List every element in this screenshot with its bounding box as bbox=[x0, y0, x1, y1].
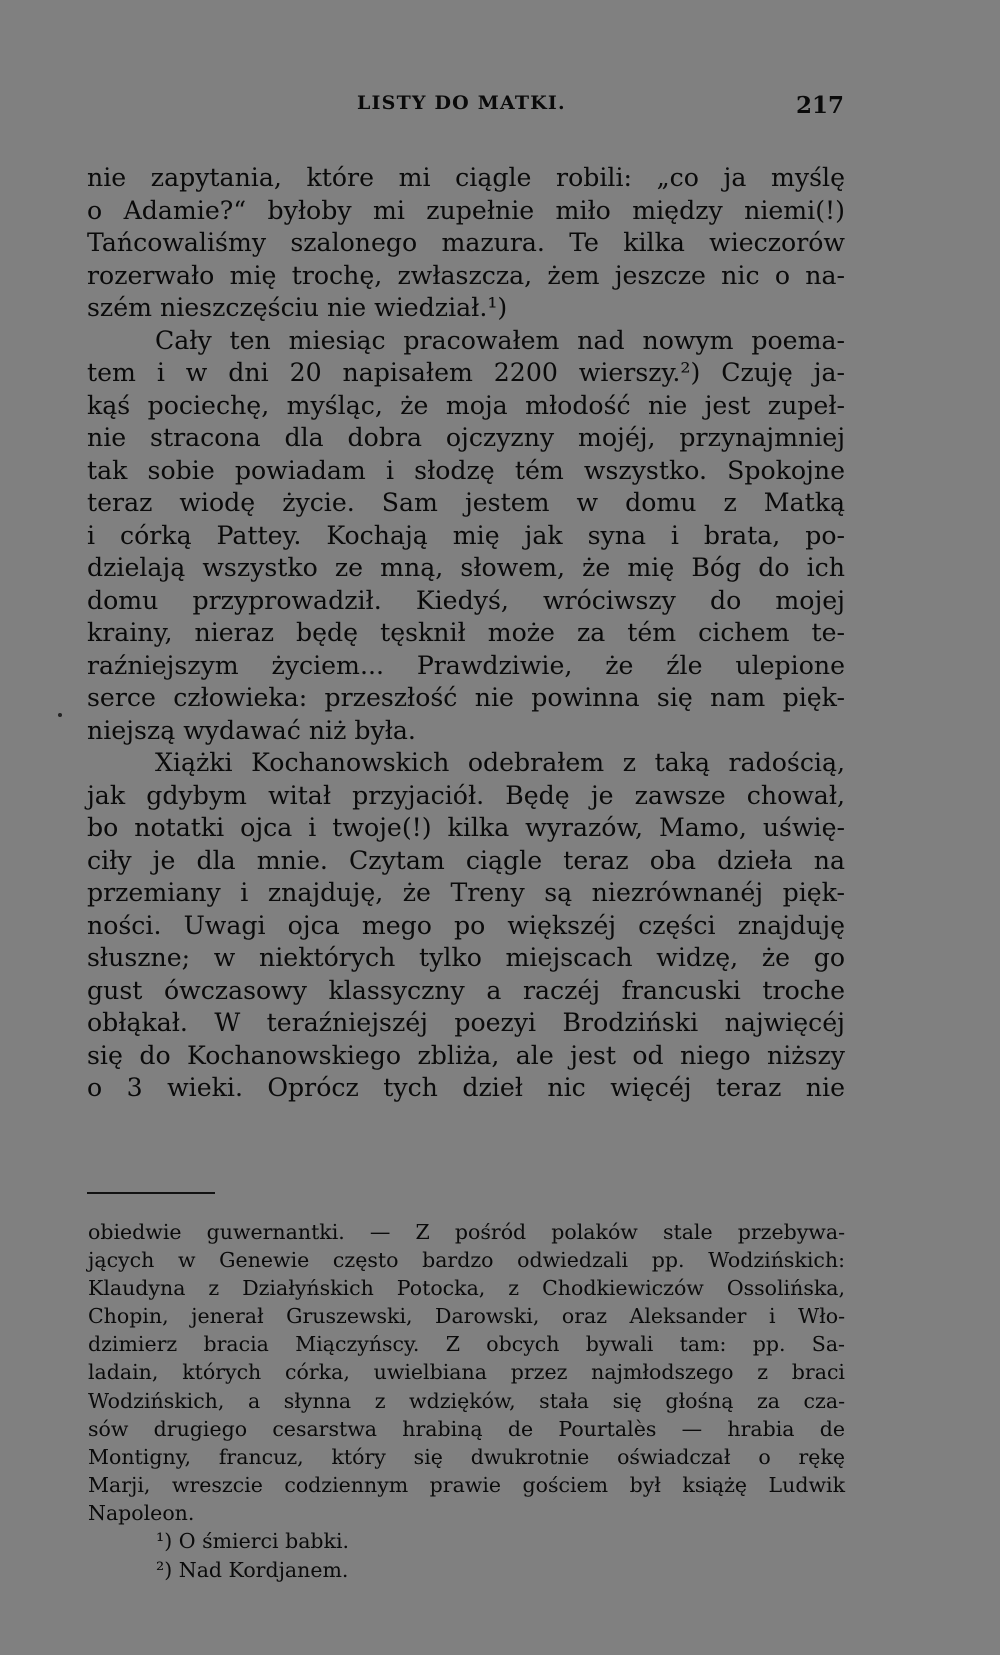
running-head: LISTY DO MATKI. bbox=[357, 92, 566, 114]
footnote-2 bbox=[88, 1556, 845, 1585]
text-line: szém nieszczęściu nie wiedział.¹) bbox=[87, 293, 508, 322]
footnote-line: sów drugiego cesarstwa hrabiną de Pourtalès — hrabia de bbox=[88, 1416, 845, 1441]
text-line: dzielają wszystko ze mną, słowem, że mię Bóg do ich bbox=[87, 553, 845, 582]
text-line: tem i w dni 20 napisałem 2200 wierszy.²) Czuję ja- bbox=[87, 358, 845, 387]
footnote-line: dzimierz bracia Miączyńscy. Z obcych bywali tam: pp. Sa- bbox=[88, 1332, 845, 1357]
text-line: bo notatki ojca i twoje(!) kilka wyrazów, Mamo, uświę- bbox=[87, 813, 845, 842]
text-line: się do Kochanowskiego zbliża, ale jest od niego niższy bbox=[87, 1040, 845, 1070]
text-line: i córką Pattey. Kochają mię jak syna i brata, po- bbox=[87, 520, 845, 550]
text-line: tak sobie powiadam i słodzę tém wszystko. Spokojne bbox=[87, 455, 845, 485]
text-line: gust ówczasowy klassyczny a raczéj francuski troche bbox=[87, 975, 845, 1005]
footnote-line: obiedwie guwernantki. — Z pośród polaków stale przebywa- bbox=[88, 1220, 845, 1244]
text-line: przemiany i znajduję, że Treny są niezrównanéj pięk- bbox=[87, 878, 845, 907]
footnote-mark: ²) bbox=[156, 1557, 173, 1582]
footnotes bbox=[88, 1218, 845, 1584]
footnote-line: Marji, wreszcie codziennym prawie gościem był książę Ludwik bbox=[88, 1472, 845, 1497]
footnote-line: ladain, których córka, uwielbiana przez najmłodszego z braci bbox=[88, 1360, 845, 1385]
footnote-mark: ¹) bbox=[156, 1529, 173, 1554]
footnote-line: Wodzińskich, a słynna z wdzięków, stała się głośną za cza- bbox=[88, 1388, 845, 1413]
text-line: nie stracona dla dobra ojczyzny mojéj, przynajmniej bbox=[87, 423, 845, 452]
footnote-line: Chopin, jenerał Gruszewski, Darowski, oraz Aleksander i Wło- bbox=[88, 1304, 845, 1329]
text-line: nie zapytania, które mi ciągle robili: „co ja myślę bbox=[87, 163, 845, 192]
footnote-line: Montigny, francuz, który się dwukrotnie oświadczał o rękę bbox=[88, 1444, 845, 1469]
text-line: domu przyprowadził. Kiedyś, wróciwszy do mojej bbox=[87, 585, 845, 615]
text-line: kąś pociechę, myśląc, że moja młodość nie jest zupeł- bbox=[87, 390, 845, 420]
text-line: Cały ten miesiąc pracowałem nad nowym poema- bbox=[155, 325, 845, 355]
text-line: serce człowieka: przeszłość nie powinna się nam pięk- bbox=[87, 683, 845, 712]
page-number: 217 bbox=[795, 92, 844, 119]
text-line: o 3 wieki. Oprócz tych dzieł nic więcéj teraz nie bbox=[87, 1073, 845, 1102]
text-line: raźniejszym życiem... Prawdziwie, że źle ulepione bbox=[87, 650, 845, 680]
text-line: słuszne; w niektórych tylko miejscach widzę, że go bbox=[87, 943, 845, 972]
footnote-line: Napoleon. bbox=[88, 1500, 195, 1525]
text-line: ności. Uwagi ojca mego po większéj części znajduję bbox=[87, 910, 845, 940]
text-line: krainy, nieraz będę tęsknił może za tém cichem te- bbox=[87, 618, 845, 647]
text-line: ciły je dla mnie. Czytam ciągle teraz oba dzieła na bbox=[87, 845, 845, 875]
text-line: rozerwało mię trochę, zwłaszcza, żem jeszcze nic o na- bbox=[87, 260, 845, 290]
margin-mark bbox=[58, 713, 62, 717]
footnote-line: jących w Genewie często bardzo odwiedzali pp. Wodzińskich: bbox=[88, 1248, 845, 1273]
text-line: teraz wiodę życie. Sam jestem w domu z Matką bbox=[87, 488, 845, 517]
text-line: jak gdybym witał przyjaciół. Będę je zawsze chował, bbox=[87, 780, 845, 810]
text-line: o Adamie?“ byłoby mi zupełnie miło między niemi(!) bbox=[87, 195, 845, 225]
footnote-1 bbox=[88, 1527, 845, 1556]
footnote-line: Klaudyna z Działyńskich Potocka, z Chodkiewiczów Ossolińska, bbox=[88, 1276, 845, 1301]
text-line: obłąkał. W teraźniejszéj poezyi Brodziński najwięcéj bbox=[87, 1008, 845, 1037]
footnote-text: Nad Kordjanem. bbox=[178, 1557, 349, 1582]
text-line: Tańcowaliśmy szalonego mazura. Te kilka wieczorów bbox=[87, 228, 845, 257]
text-line: niejszą wydawać niż była. bbox=[87, 715, 416, 745]
footnote-rule bbox=[87, 1192, 215, 1194]
footnote-text: O śmierci babki. bbox=[178, 1529, 350, 1554]
main-text bbox=[87, 162, 845, 1105]
text-line: Xiążki Kochanowskich odebrałem z taką radością, bbox=[155, 748, 845, 777]
